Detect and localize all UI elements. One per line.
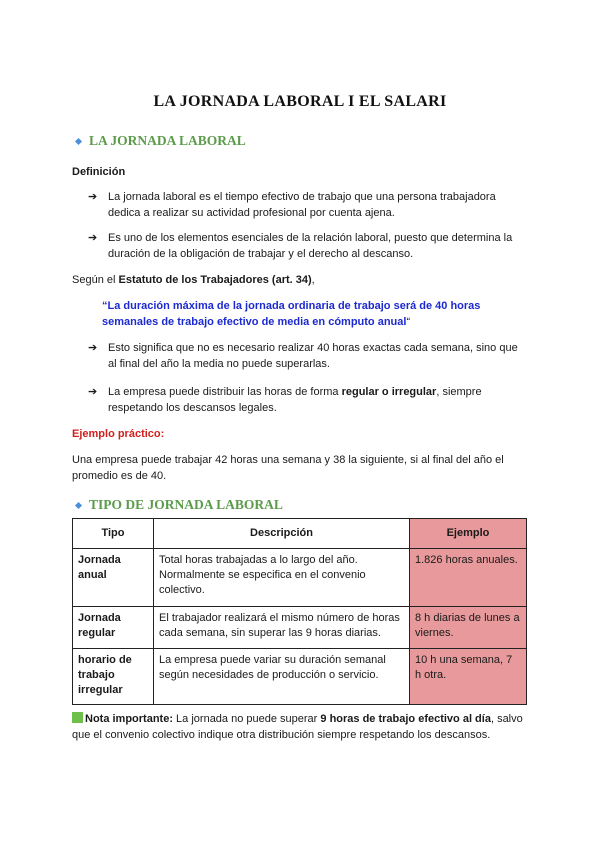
- table-header-cell: Ejemplo: [410, 519, 527, 549]
- diamond-bullet-icon: [75, 137, 82, 144]
- bullet-text-part: , siempre respetando los descansos legales.: [108, 386, 482, 414]
- arrow-icon: ➔: [88, 342, 98, 354]
- bullet-text: Es uno de los elementos esenciales de la relación laboral, puesto que determina la duración de la obligación de trabajar y el derecho al descanso.: [108, 232, 513, 260]
- green-square-icon: [72, 712, 83, 723]
- bullet-item: [88, 189, 528, 221]
- bullet-text: Esto significa que no es necesario realizar 40 horas exactas cada semana, sino que al final del año la media no puede superarlas.: [108, 342, 518, 370]
- note-text: , salvo que el convenio colectivo indique otra distribución siempre respetando los descansos.: [72, 713, 523, 741]
- table-cell-descripcion: El trabajador realizará el mismo número de horas cada semana, sin superar las 9 horas diarias.: [154, 607, 410, 649]
- definition-label: Definición: [72, 166, 126, 178]
- bullet-item: [88, 230, 528, 262]
- bullet-item: [88, 340, 528, 372]
- bullet-text-part: La empresa puede distribuir las horas de forma: [108, 386, 342, 398]
- example-label: Ejemplo práctico:: [72, 428, 165, 440]
- diamond-bullet-icon: [75, 501, 82, 508]
- bullet-item: [88, 384, 528, 416]
- section-heading-text: LA JORNADA LABORAL: [89, 133, 246, 148]
- bullet-text-bold: regular o irregular: [341, 386, 437, 398]
- table-header-cell: Descripción: [154, 519, 410, 549]
- table-row: [73, 649, 527, 705]
- statute-reference: Estatuto de los Trabajadores (art. 34): [118, 274, 312, 286]
- note-label: Nota importante:: [85, 713, 173, 725]
- table-header-row: [73, 519, 527, 549]
- table-row: [73, 549, 527, 607]
- section-heading-tipo: [76, 497, 283, 513]
- table-cell-tipo: Jornada anual: [73, 549, 154, 607]
- section-heading-jornada: [76, 133, 246, 149]
- table-cell-descripcion: Total horas trabajadas a lo largo del año. Normalmente se especifica en el convenio colectivo.: [154, 549, 410, 607]
- quote-end-mark: “: [406, 316, 411, 328]
- jornada-types-table: [72, 518, 527, 705]
- table-cell-descripcion: La empresa puede variar su duración semanal según necesidades de producción o servicio.: [154, 649, 410, 705]
- document-title: LA JORNADA LABORAL I EL SALARI: [153, 93, 447, 110]
- arrow-icon: ➔: [88, 232, 98, 244]
- quote-text: “La duración máxima de la jornada ordinaria de trabajo será de 40 horas semanales de trabajo efectivo de media en cómputo anual: [102, 300, 481, 328]
- note-text: La jornada no puede superar: [173, 713, 321, 725]
- bullet-text: [108, 384, 528, 416]
- table-cell-ejemplo: 8 h diarias de lunes a viernes.: [410, 607, 527, 649]
- statute-suffix: ,: [311, 274, 315, 286]
- bullet-text: La jornada laboral es el tiempo efectivo de trabajo que una persona trabajadora dedica a realizar su actividad profesional por cuenta ajena.: [108, 191, 496, 219]
- arrow-icon: ➔: [88, 191, 98, 203]
- arrow-icon: ➔: [88, 386, 98, 398]
- example-text: Una empresa puede trabajar 42 horas una semana y 38 la siguiente, si al final del año el promedio es de 40.: [72, 454, 504, 482]
- section-heading-text: TIPO DE JORNADA LABORAL: [89, 497, 283, 512]
- note-text-bold: 9 horas de trabajo efectivo al día: [320, 713, 491, 725]
- important-note: [72, 711, 532, 743]
- table-cell-tipo: horario de trabajo irregular: [73, 649, 154, 705]
- table-header-cell: Tipo: [73, 519, 154, 549]
- table-row: [73, 607, 527, 649]
- table-cell-ejemplo: 10 h una semana, 7 h otra.: [410, 649, 527, 705]
- table-cell-tipo: Jornada regular: [73, 607, 154, 649]
- statute-line: [72, 272, 315, 288]
- table-cell-ejemplo: 1.826 horas anuales.: [410, 549, 527, 607]
- statute-prefix: Según el: [72, 274, 119, 286]
- statute-quote: [102, 298, 522, 330]
